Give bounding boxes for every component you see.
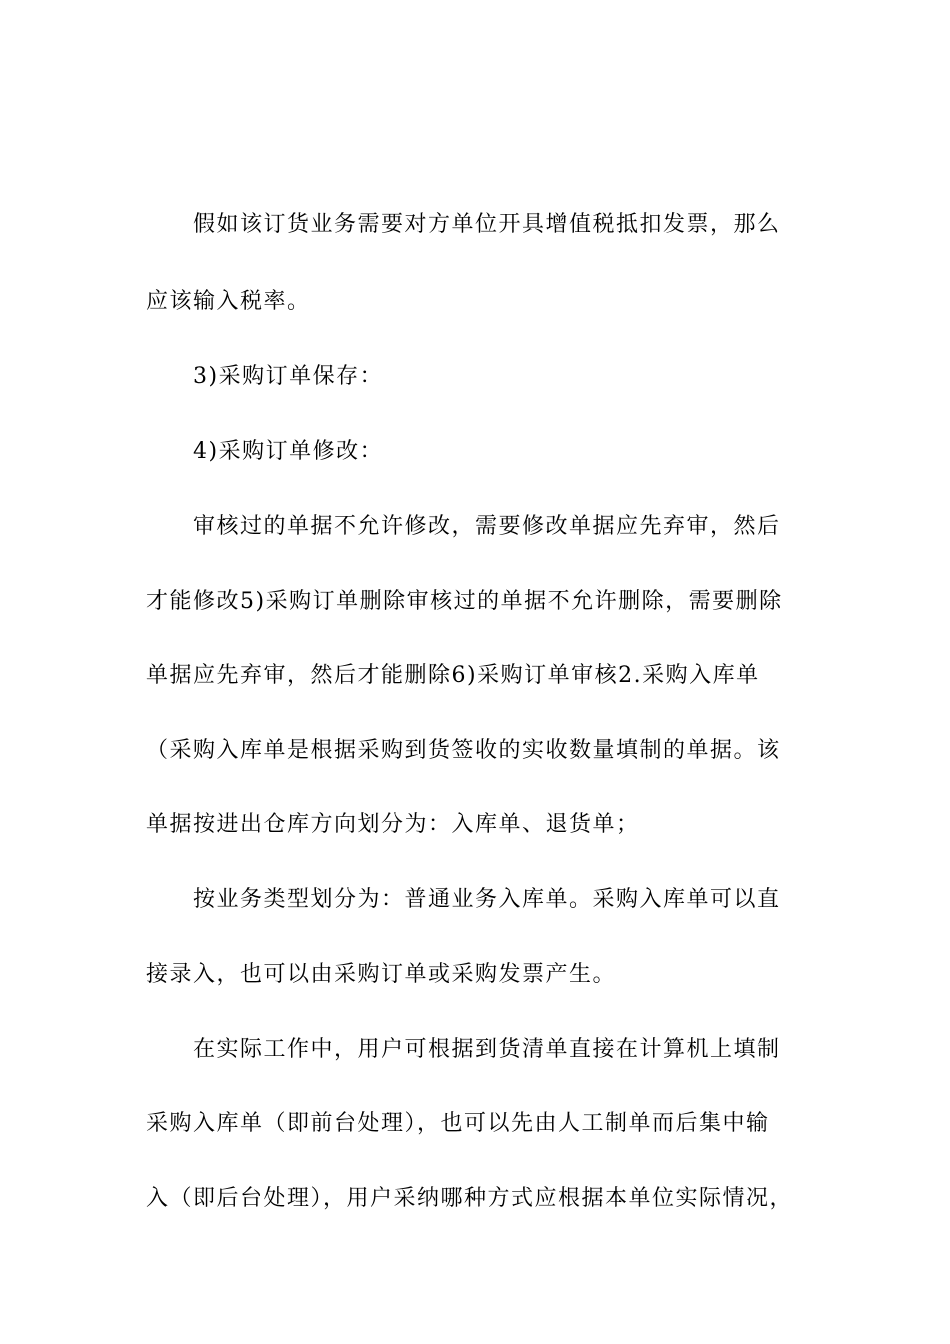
paragraph-line-10: 按业务类型划分为：普通业务入库单。采购入库单可以直 (193, 887, 781, 912)
paragraph-line-9: 单据按进出仓库方向划分为：入库单、退货单； (146, 812, 640, 837)
paragraph-line-13: 采购入库单（即前台处理），也可以先由人工制单而后集中输 (146, 1111, 770, 1136)
paragraph-line-5: 审核过的单据不允许修改，需要修改单据应先弃审，然后 (193, 514, 781, 539)
paragraph-line-4: 4)采购订单修改： (193, 439, 384, 464)
paragraph-line-12: 在实际工作中，用户可根据到货清单直接在计算机上填制 (193, 1037, 781, 1062)
paragraph-line-11: 接录入，也可以由采购订单或采购发票产生。 (146, 962, 617, 987)
paragraph-line-7: 单据应先弃审，然后才能删除6)采购订单审核2.采购入库单 (146, 663, 760, 688)
paragraph-line-8: （采购入库单是根据采购到货签收的实收数量填制的单据。该 (146, 738, 781, 763)
paragraph-line-1: 假如该订货业务需要对方单位开具增值税抵扣发票，那么 (193, 212, 781, 237)
paragraph-line-14: 入（即后台处理），用户采纳哪种方式应根据本单位实际情况， (146, 1186, 794, 1211)
paragraph-line-6: 才能修改5)采购订单删除审核过的单据不允许删除，需要删除 (146, 589, 783, 614)
paragraph-line-2: 应该输入税率。 (146, 289, 311, 314)
paragraph-line-3: 3)采购订单保存： (193, 364, 384, 389)
